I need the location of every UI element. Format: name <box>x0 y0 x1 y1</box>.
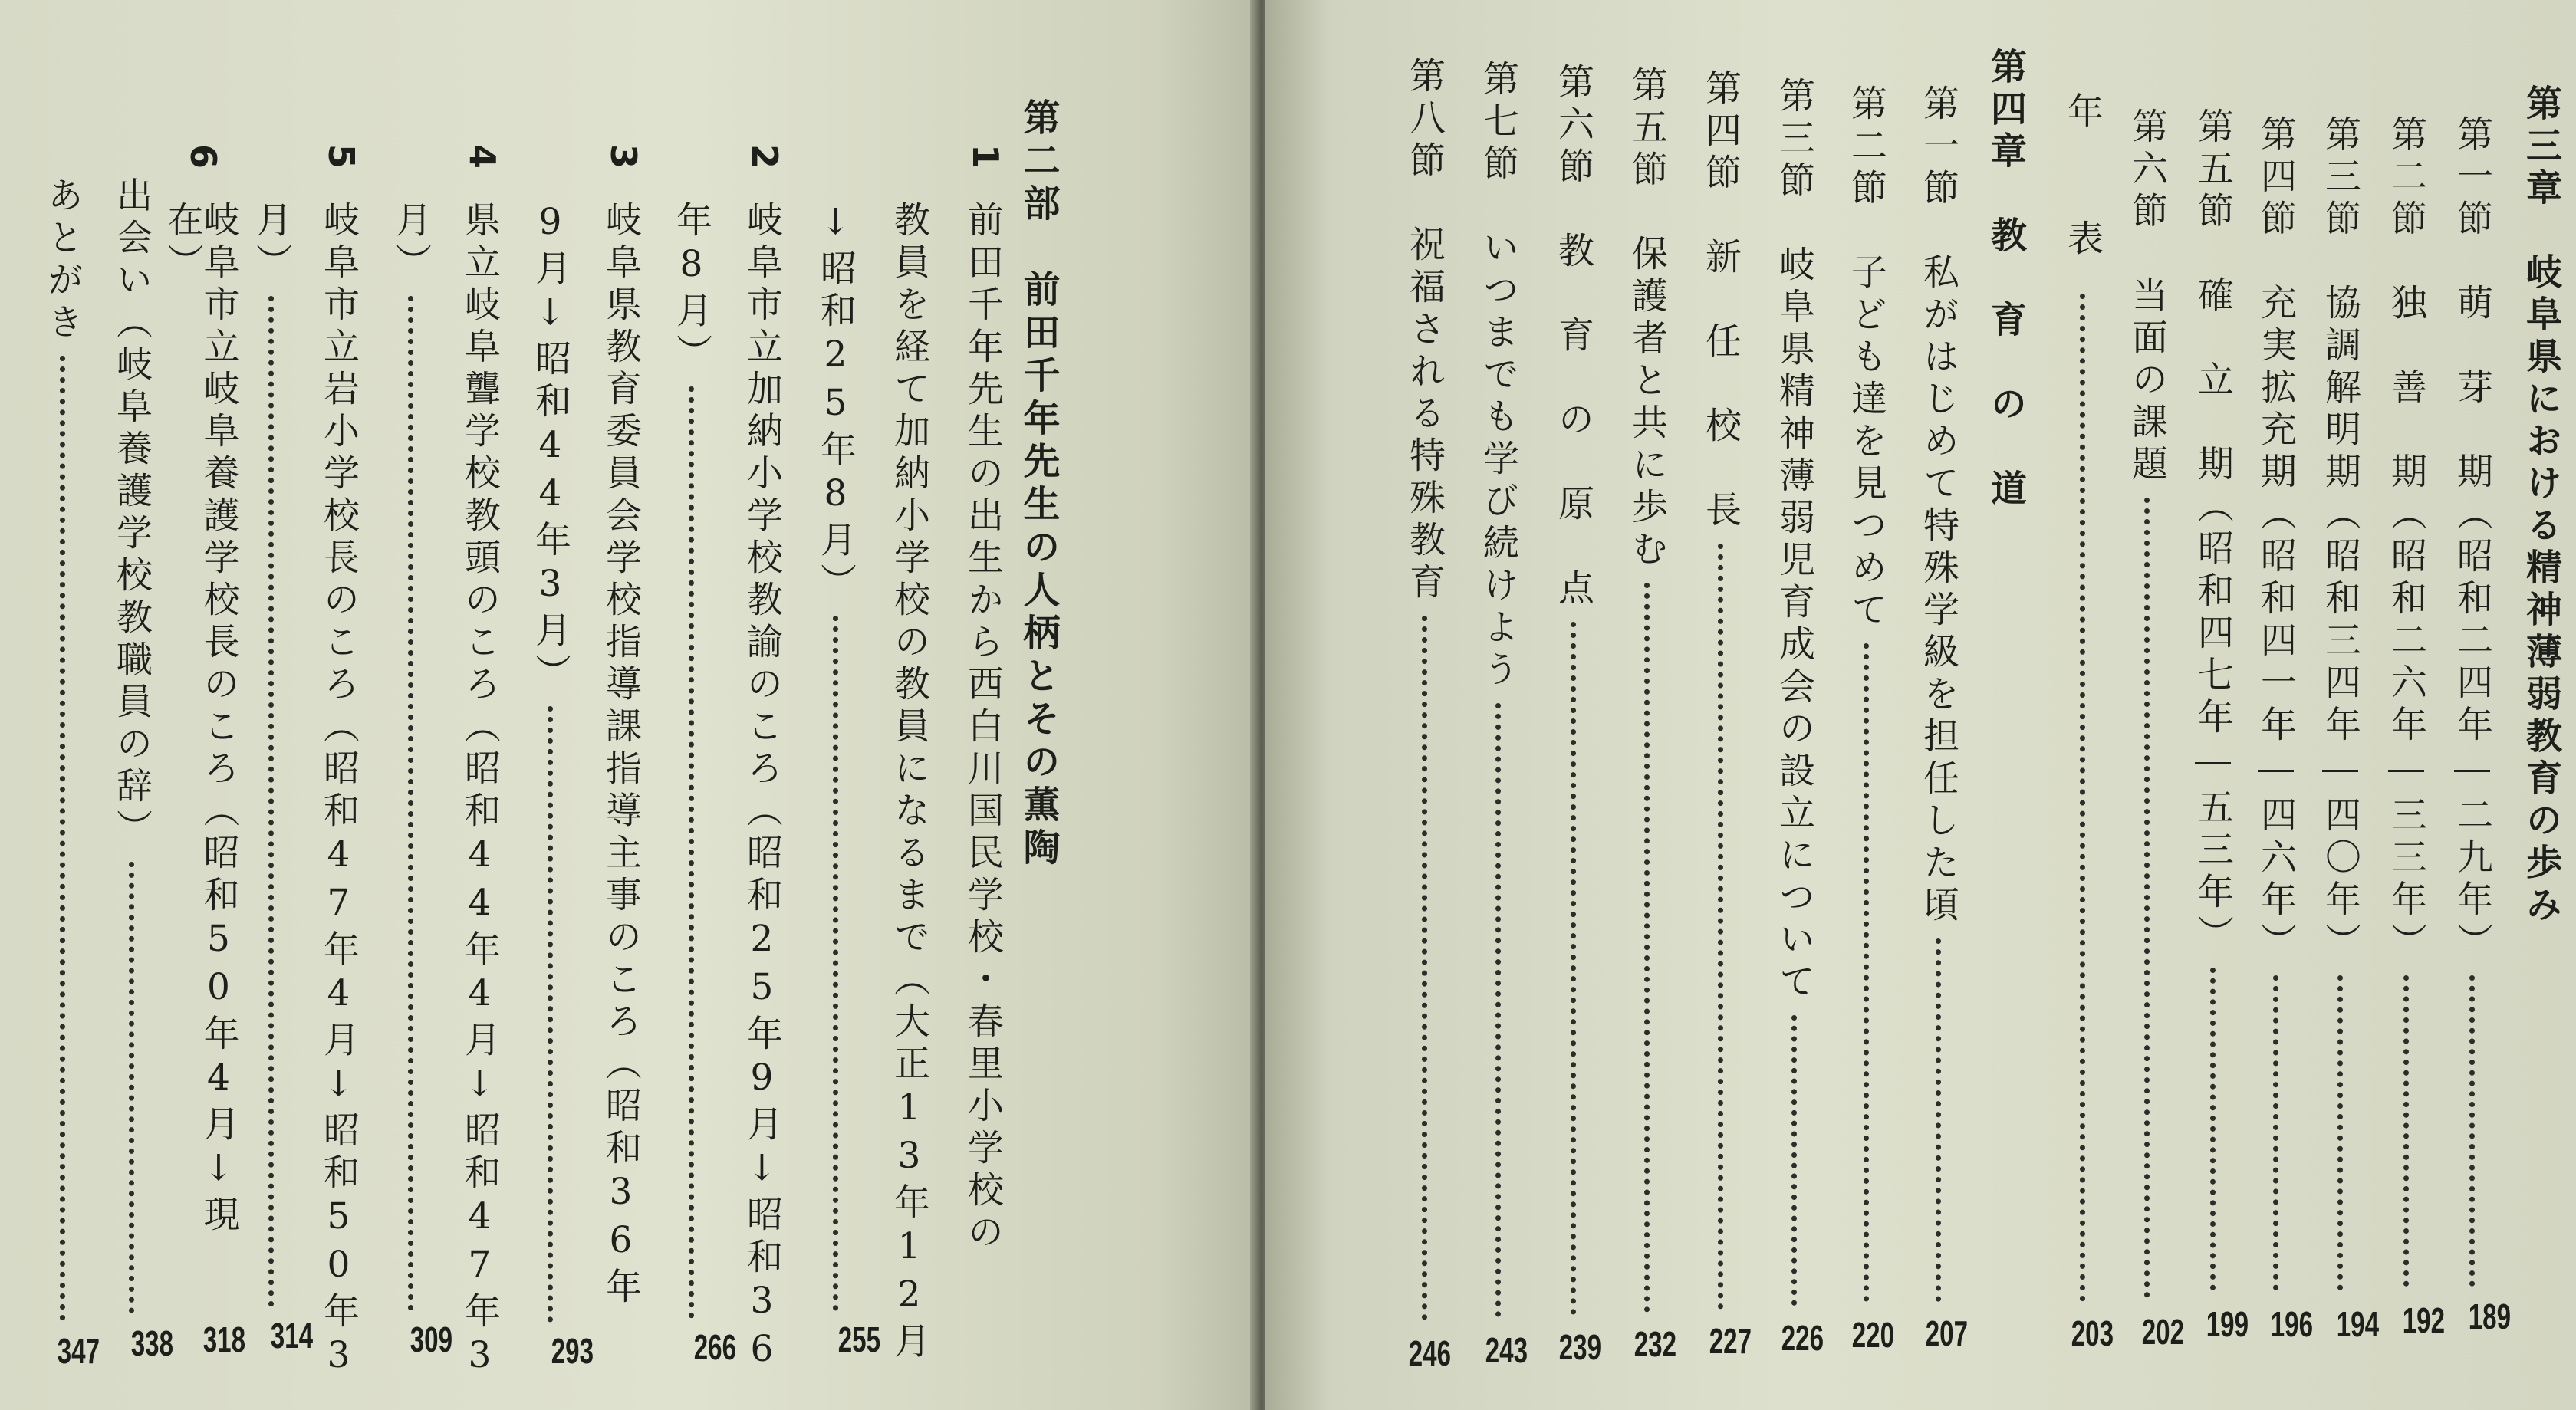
dot-leader <box>60 356 65 1321</box>
dot-leader <box>268 296 274 1307</box>
page-number: 207 <box>1925 1313 1969 1353</box>
page-number: 239 <box>1558 1327 1602 1367</box>
page-number: 243 <box>1485 1330 1528 1370</box>
page-number: 220 <box>1851 1315 1895 1355</box>
chapter-heading-4: 第四章 教 育 の 道 <box>1985 48 2027 511</box>
dot-leader <box>2403 975 2409 1287</box>
entry-line: 第一節 私がはじめて特殊学級を担任した頃 <box>1920 84 1956 1311</box>
entry-line: 第六節 当面の課題 <box>2129 107 2165 1307</box>
dot-leader <box>2210 968 2216 1290</box>
page-number: 255 <box>837 1320 881 1359</box>
entry-line: 月） <box>253 201 289 1316</box>
page-number: 226 <box>1781 1318 1824 1358</box>
dot-leader <box>1422 616 1427 1320</box>
entry-line: あとがき <box>44 176 81 1330</box>
entry-number: 6 <box>183 144 224 169</box>
entry-line: ↓昭和25年8月） <box>818 201 854 1320</box>
entry-number: 4 <box>462 144 503 169</box>
dot-leader <box>1718 544 1723 1310</box>
entry-number: 2 <box>744 144 785 169</box>
page-number: 293 <box>551 1331 594 1371</box>
dot-leader <box>2337 975 2343 1290</box>
page-number: 232 <box>1633 1324 1677 1364</box>
page-number: 246 <box>1408 1333 1452 1373</box>
page-number: 318 <box>202 1320 246 1359</box>
dot-leader <box>1936 938 1941 1302</box>
entry-line: 年8月） <box>673 201 709 1328</box>
page-number: 314 <box>270 1316 314 1356</box>
entry-number: 3 <box>603 144 644 169</box>
part-heading: 第二部 前田千年先生の人柄とその薫陶 <box>1017 98 1060 871</box>
entry-line: 岐阜市立加納小学校教諭のころ（昭和25年9月↓昭和36 <box>741 201 783 1376</box>
dot-leader <box>2080 294 2085 1302</box>
entry-line: 教員を経て加納小学校の教員になるまで（大正13年12月 <box>888 201 930 1364</box>
page-number: 347 <box>57 1331 100 1371</box>
dot-leader <box>833 616 838 1311</box>
dot-leader <box>689 386 694 1319</box>
entry-line: 第二節 独 善 期（昭和二六年―三三年） <box>2388 115 2424 1296</box>
entry-line: 出会い（岐阜養護学校教職員の辞） <box>114 176 150 1323</box>
page-number: 203 <box>2071 1313 2114 1353</box>
entry-line: 第一節 萌 芽 期（昭和二四年―二九年） <box>2454 115 2490 1296</box>
entry-number: 5 <box>321 144 362 169</box>
entry-line: 第二節 子ども達を見つめて <box>1848 84 1884 1311</box>
page-number: 192 <box>2402 1300 2446 1340</box>
entry-line: 9月↓昭和44年3月） <box>532 201 568 1332</box>
entry-line: 年 表 <box>2064 92 2101 1311</box>
entry-line: 第七節 いつまでも学び続けよう <box>1480 60 1516 1326</box>
entry-line: 第四節 新 任 校 長 <box>1703 69 1739 1319</box>
entry-line: 第五節 確 立 期（昭和四七年―五三年） <box>2195 107 2231 1300</box>
page-number: 227 <box>1709 1321 1752 1361</box>
dot-leader <box>2469 975 2475 1287</box>
entry-line: 第五節 保護者と共に歩む <box>1629 66 1665 1322</box>
page-number: 194 <box>2336 1304 2380 1344</box>
entry-line: 岐阜市立岐阜養護学校長のころ（昭和50年4月↓現在） <box>161 201 240 1237</box>
dot-leader <box>1571 622 1576 1315</box>
entry-number: 1 <box>965 144 1006 169</box>
dot-leader <box>1495 703 1501 1317</box>
entry-line: 岐阜市立岩小学校長のころ（昭和47年4月↓昭和50年3 <box>317 201 360 1382</box>
page-number: 202 <box>2141 1312 2185 1352</box>
dot-leader <box>2144 498 2150 1298</box>
page-number: 189 <box>2468 1297 2512 1336</box>
page-number: 196 <box>2270 1304 2314 1344</box>
entry-line: 第八節 祝福される特殊教育 <box>1406 57 1443 1329</box>
entry-line: 前田千年先生の出生から西白川国民学校・春里小学校の <box>962 201 1004 1255</box>
page-number: 338 <box>130 1323 174 1363</box>
entry-line: 県立岐阜聾学校教頭のころ（昭和44年4月↓昭和47年3 <box>459 201 501 1382</box>
entry-line: 岐阜県教育委員会学校指導課指導主事のころ（昭和36年 <box>600 201 642 1310</box>
entry-line: 第四節 充実拡充期（昭和四一年―四六年） <box>2258 115 2294 1300</box>
entry-line: 第六節 教 育 の 原 点 <box>1555 63 1591 1324</box>
dot-leader <box>1644 583 1650 1313</box>
page-number: 199 <box>2206 1304 2249 1344</box>
dot-leader <box>1864 643 1869 1302</box>
dot-leader <box>129 862 134 1313</box>
dot-leader <box>408 296 413 1311</box>
entry-line: 第三節 協調解明期（昭和三四年―四〇年） <box>2322 115 2358 1300</box>
dot-leader <box>2273 975 2278 1290</box>
page-number: 309 <box>410 1320 453 1359</box>
entry-line: 月） <box>393 201 429 1320</box>
dot-leader <box>548 706 553 1323</box>
entry-line: 第三節 岐阜県精神薄弱児育成会の設立について <box>1776 77 1812 1315</box>
page-number: 266 <box>693 1327 737 1367</box>
chapter-heading-3: 第三章 岐阜県における精神薄弱教育の歩み <box>2520 84 2562 928</box>
dot-leader <box>1791 1015 1797 1306</box>
